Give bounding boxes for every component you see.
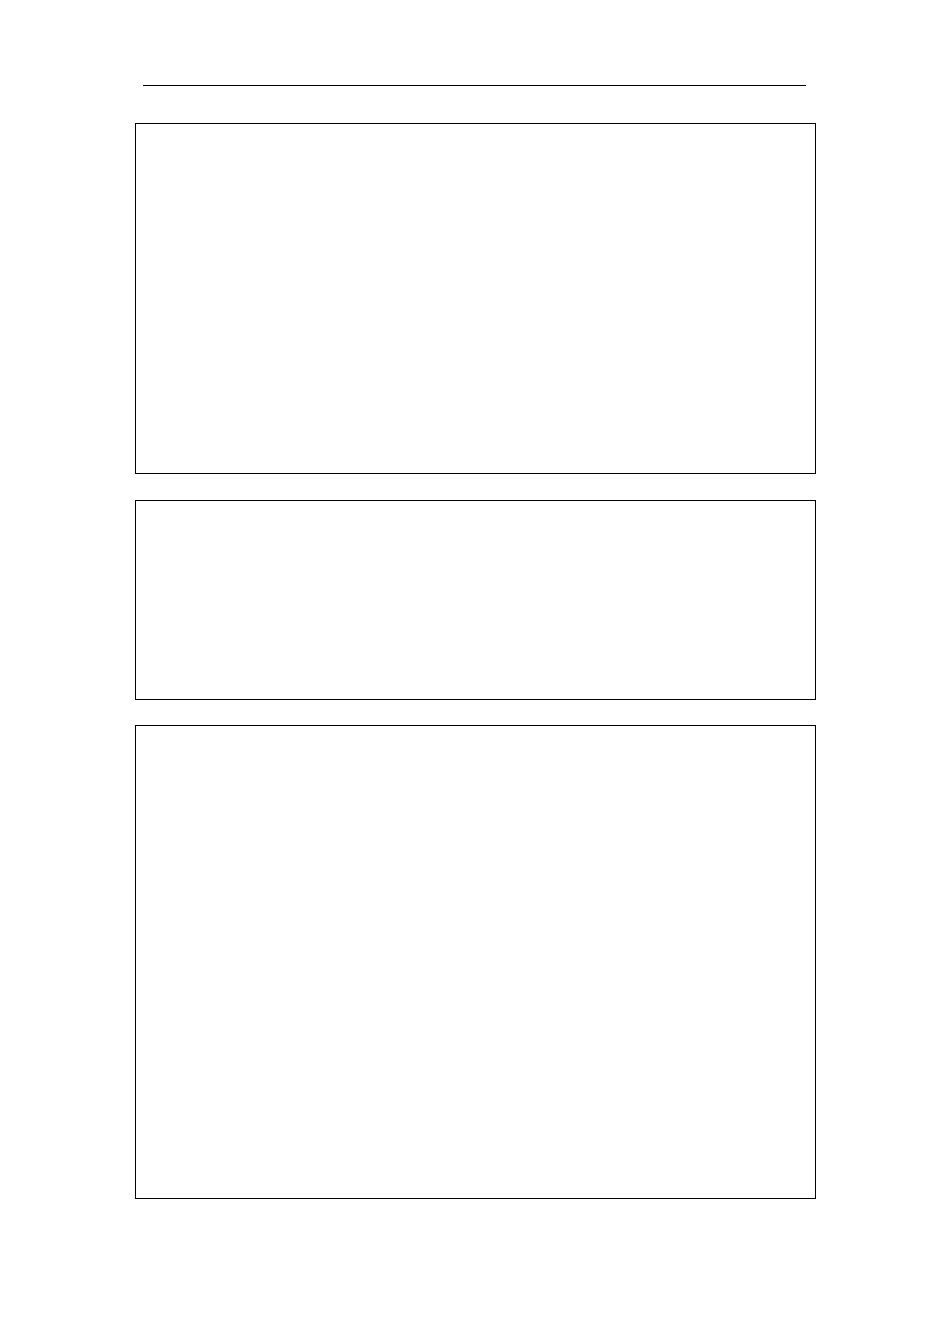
answers-key-row: [152, 526, 168, 551]
reference-box: [135, 725, 816, 1199]
answers-box: [135, 500, 816, 700]
header-rule: [143, 85, 806, 86]
dialogue-box: [135, 123, 816, 474]
